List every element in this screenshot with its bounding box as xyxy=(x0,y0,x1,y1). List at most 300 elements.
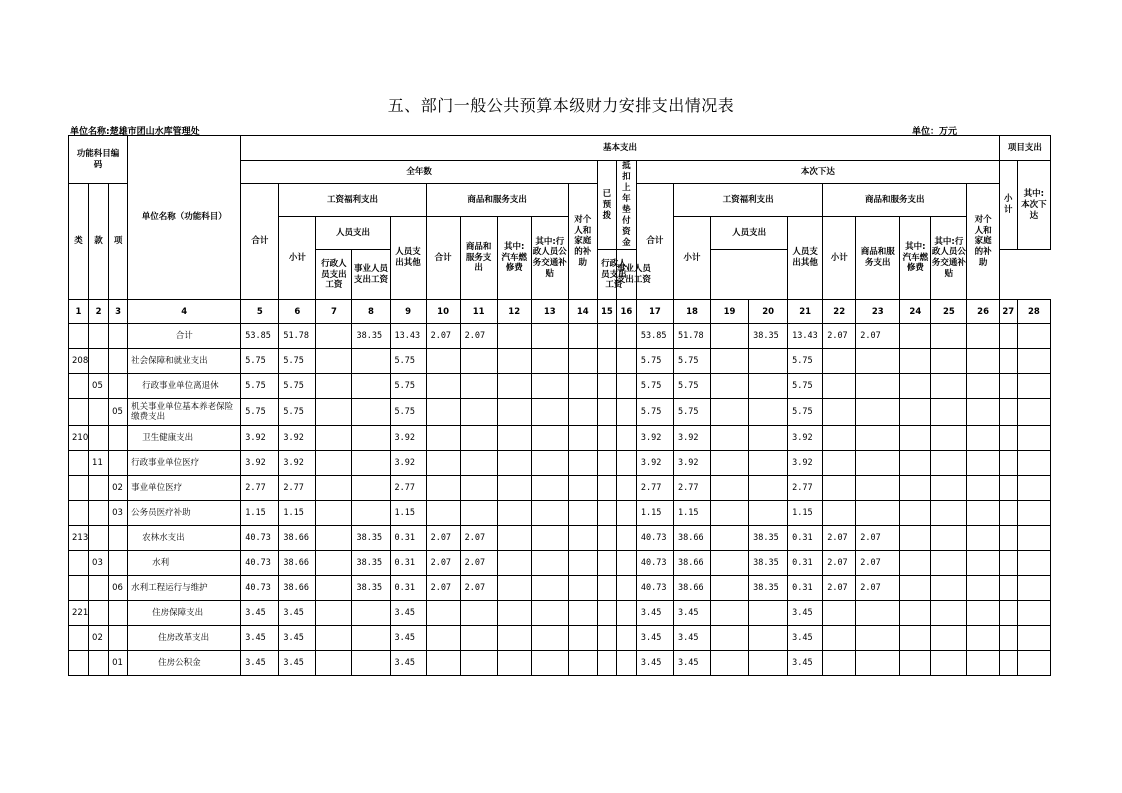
value-cell xyxy=(352,626,390,651)
code-xiang-cell xyxy=(109,324,128,349)
value-cell xyxy=(568,324,597,349)
sub2-header: 小计 xyxy=(999,161,1017,250)
code-kuan-cell xyxy=(89,526,109,551)
value-cell xyxy=(460,451,497,476)
value-cell: 5.75 xyxy=(636,399,673,426)
value-cell xyxy=(616,374,636,399)
value-cell xyxy=(711,324,749,349)
value-cell xyxy=(531,426,568,451)
value-cell: 5.75 xyxy=(788,349,823,374)
value-cell xyxy=(497,349,531,374)
value-cell: 0.31 xyxy=(788,551,823,576)
value-cell xyxy=(749,426,788,451)
value-cell xyxy=(426,374,460,399)
value-cell xyxy=(531,399,568,426)
value-cell xyxy=(967,501,999,526)
value-cell xyxy=(999,601,1017,626)
value-cell xyxy=(616,551,636,576)
value-cell: 5.75 xyxy=(390,374,426,399)
column-index-cell: 12 xyxy=(497,300,531,324)
value-cell xyxy=(999,576,1017,601)
value-cell: 5.75 xyxy=(241,399,279,426)
this-wage-header: 工资福利支出 xyxy=(673,184,822,217)
annual-admin-wage-header: 行政人员支出工资 xyxy=(316,250,352,300)
value-cell xyxy=(568,601,597,626)
annual-car-fuel-header: 其中:汽车燃修费 xyxy=(497,216,531,300)
value-cell xyxy=(999,526,1017,551)
value-cell xyxy=(531,374,568,399)
item-name-cell: 合计 xyxy=(128,324,241,349)
value-cell xyxy=(531,476,568,501)
value-cell xyxy=(856,374,900,399)
column-index-cell: 2 xyxy=(89,300,109,324)
item-name-cell: 水利 xyxy=(128,551,241,576)
column-index-cell: 23 xyxy=(856,300,900,324)
value-cell: 3.45 xyxy=(636,651,673,676)
value-cell: 2.07 xyxy=(460,526,497,551)
value-cell: 3.92 xyxy=(788,451,823,476)
column-index-cell: 17 xyxy=(636,300,673,324)
value-cell: 38.35 xyxy=(749,324,788,349)
value-cell xyxy=(1017,626,1050,651)
annual-inst-wage-header: 事业人员支出工资 xyxy=(352,250,390,300)
value-cell xyxy=(711,651,749,676)
value-cell: 3.45 xyxy=(279,651,316,676)
value-cell: 40.73 xyxy=(636,551,673,576)
value-cell xyxy=(823,349,856,374)
value-cell xyxy=(531,324,568,349)
value-cell xyxy=(497,551,531,576)
column-index-cell: 15 xyxy=(597,300,616,324)
value-cell xyxy=(316,601,352,626)
value-cell: 38.35 xyxy=(749,576,788,601)
code-lei-cell xyxy=(69,324,89,349)
value-cell: 5.75 xyxy=(788,374,823,399)
annual-header: 全年数 xyxy=(241,161,598,184)
column-index-cell: 16 xyxy=(616,300,636,324)
this-pers-other-header: 人员支出其他 xyxy=(788,216,823,300)
value-cell: 5.75 xyxy=(673,349,710,374)
column-index-cell: 22 xyxy=(823,300,856,324)
value-cell xyxy=(352,451,390,476)
code-lei-cell: 210 xyxy=(69,426,89,451)
this-personnel-header: 人员支出 xyxy=(711,216,788,250)
code-xiang-cell xyxy=(109,626,128,651)
value-cell xyxy=(616,349,636,374)
value-cell xyxy=(1017,399,1050,426)
annual-goods-exp-header: 商品和服务支出 xyxy=(460,216,497,300)
code-lei-cell: 208 xyxy=(69,349,89,374)
value-cell xyxy=(497,426,531,451)
value-cell: 5.75 xyxy=(279,399,316,426)
value-cell: 38.35 xyxy=(352,526,390,551)
value-cell: 3.45 xyxy=(673,601,710,626)
value-cell xyxy=(1017,374,1050,399)
table-row xyxy=(69,651,1051,676)
value-cell: 2.07 xyxy=(823,526,856,551)
item-name-cell: 住房改革支出 xyxy=(128,626,241,651)
value-cell: 1.15 xyxy=(673,501,710,526)
value-cell: 3.45 xyxy=(636,601,673,626)
value-cell xyxy=(900,601,931,626)
value-cell xyxy=(460,626,497,651)
value-cell xyxy=(352,651,390,676)
value-cell xyxy=(999,324,1017,349)
value-cell: 13.43 xyxy=(788,324,823,349)
value-cell: 40.73 xyxy=(241,526,279,551)
value-cell xyxy=(460,501,497,526)
code-kuan-cell: 11 xyxy=(89,451,109,476)
code-kuan-cell xyxy=(89,576,109,601)
value-cell xyxy=(931,626,967,651)
annual-traffic-header: 其中:行政人员公务交通补贴 xyxy=(531,216,568,300)
value-cell: 13.43 xyxy=(390,324,426,349)
value-cell: 3.45 xyxy=(390,651,426,676)
value-cell xyxy=(931,426,967,451)
value-cell xyxy=(316,324,352,349)
annual-wage-subtotal-header: 小计 xyxy=(279,216,316,300)
code-kuan-cell xyxy=(89,476,109,501)
value-cell xyxy=(931,501,967,526)
value-cell xyxy=(1017,426,1050,451)
value-cell xyxy=(967,426,999,451)
value-cell xyxy=(931,601,967,626)
column-index-cell: 26 xyxy=(967,300,999,324)
value-cell xyxy=(531,451,568,476)
code-lei-cell: 221 xyxy=(69,601,89,626)
value-cell xyxy=(426,476,460,501)
value-cell xyxy=(1017,501,1050,526)
value-cell xyxy=(316,651,352,676)
value-cell xyxy=(426,451,460,476)
code-xiang-cell xyxy=(109,349,128,374)
value-cell xyxy=(568,576,597,601)
value-cell: 3.45 xyxy=(241,651,279,676)
value-cell xyxy=(497,476,531,501)
value-cell: 0.31 xyxy=(390,551,426,576)
value-cell xyxy=(711,551,749,576)
value-cell xyxy=(931,476,967,501)
value-cell xyxy=(597,576,616,601)
value-cell: 3.92 xyxy=(241,426,279,451)
value-cell xyxy=(856,501,900,526)
value-cell xyxy=(352,349,390,374)
value-cell xyxy=(497,324,531,349)
value-cell: 3.92 xyxy=(673,451,710,476)
value-cell xyxy=(931,451,967,476)
value-cell xyxy=(931,651,967,676)
value-cell: 38.66 xyxy=(279,576,316,601)
column-index-cell: 7 xyxy=(316,300,352,324)
value-cell: 38.35 xyxy=(749,526,788,551)
item-name-cell: 卫生健康支出 xyxy=(128,426,241,451)
value-cell xyxy=(460,426,497,451)
value-cell: 1.15 xyxy=(636,501,673,526)
value-cell xyxy=(1017,526,1050,551)
value-cell: 3.45 xyxy=(241,601,279,626)
value-cell xyxy=(352,501,390,526)
value-cell: 40.73 xyxy=(636,576,673,601)
value-cell xyxy=(749,476,788,501)
value-cell xyxy=(856,426,900,451)
value-cell xyxy=(426,349,460,374)
this-goods-subtotal-header: 小计 xyxy=(823,216,856,300)
value-cell xyxy=(616,576,636,601)
annual-family-header: 对个人和家庭的补助 xyxy=(568,184,597,300)
value-cell xyxy=(497,399,531,426)
this-time-header: 本次下达 xyxy=(636,161,999,184)
value-cell: 3.45 xyxy=(390,601,426,626)
value-cell xyxy=(460,601,497,626)
value-cell: 3.92 xyxy=(636,451,673,476)
value-cell xyxy=(616,501,636,526)
column-index-row xyxy=(69,300,1051,324)
value-cell xyxy=(711,501,749,526)
value-cell xyxy=(1017,349,1050,374)
value-cell xyxy=(568,526,597,551)
value-cell xyxy=(900,451,931,476)
value-cell xyxy=(616,651,636,676)
value-cell: 2.07 xyxy=(460,324,497,349)
value-cell: 5.75 xyxy=(673,399,710,426)
value-cell: 2.07 xyxy=(460,576,497,601)
column-index-cell: 1 xyxy=(69,300,89,324)
column-index-cell: 21 xyxy=(788,300,823,324)
value-cell xyxy=(711,626,749,651)
value-cell xyxy=(316,349,352,374)
value-cell xyxy=(749,501,788,526)
value-cell xyxy=(711,526,749,551)
code-kuan-cell xyxy=(89,501,109,526)
code-kuan-cell: 03 xyxy=(89,551,109,576)
value-cell xyxy=(568,651,597,676)
value-cell xyxy=(1017,601,1050,626)
value-cell xyxy=(597,501,616,526)
value-cell xyxy=(426,626,460,651)
value-cell xyxy=(616,476,636,501)
table-row xyxy=(69,476,1051,501)
value-cell xyxy=(316,426,352,451)
this-admin-wage-header: 行政人员支出工资 xyxy=(597,250,616,300)
code-xiang-cell: 03 xyxy=(109,501,128,526)
value-cell xyxy=(531,651,568,676)
value-cell xyxy=(497,576,531,601)
column-index-cell: 20 xyxy=(749,300,788,324)
value-cell: 2.07 xyxy=(426,551,460,576)
value-cell: 0.31 xyxy=(788,576,823,601)
value-cell xyxy=(856,476,900,501)
this-total-header: 合计 xyxy=(636,184,673,300)
code-lei-cell xyxy=(69,551,89,576)
value-cell: 2.07 xyxy=(460,551,497,576)
value-cell xyxy=(856,451,900,476)
code-lei-cell xyxy=(69,399,89,426)
value-cell xyxy=(711,399,749,426)
annual-pers-other-header: 人员支出其他 xyxy=(390,216,426,300)
value-cell xyxy=(426,601,460,626)
column-index-cell: 11 xyxy=(460,300,497,324)
table-row xyxy=(69,501,1051,526)
value-cell: 5.75 xyxy=(673,374,710,399)
column-index-cell: 24 xyxy=(900,300,931,324)
code-lei-cell xyxy=(69,451,89,476)
value-cell xyxy=(497,526,531,551)
value-cell xyxy=(749,451,788,476)
code-xiang-cell: 05 xyxy=(109,399,128,426)
value-cell xyxy=(967,601,999,626)
value-cell xyxy=(316,374,352,399)
value-cell: 3.45 xyxy=(279,626,316,651)
value-cell xyxy=(900,651,931,676)
value-cell xyxy=(616,601,636,626)
value-cell xyxy=(999,349,1017,374)
value-cell: 2.07 xyxy=(856,526,900,551)
code-kuan-cell: 05 xyxy=(89,374,109,399)
column-index-cell: 25 xyxy=(931,300,967,324)
table-row xyxy=(69,399,1051,426)
value-cell xyxy=(823,601,856,626)
unit-col-header: 单位名称（功能科目） xyxy=(128,136,241,300)
this-goods-header: 商品和服务支出 xyxy=(823,184,967,217)
value-cell xyxy=(316,476,352,501)
column-index-cell: 4 xyxy=(128,300,241,324)
value-cell xyxy=(352,374,390,399)
code-lei-cell: 213 xyxy=(69,526,89,551)
value-cell xyxy=(967,576,999,601)
value-cell xyxy=(749,651,788,676)
value-cell: 38.66 xyxy=(279,526,316,551)
code-xiang-cell xyxy=(109,374,128,399)
value-cell: 5.75 xyxy=(390,399,426,426)
project-expense-header: 项目支出 xyxy=(999,136,1050,161)
value-cell xyxy=(597,601,616,626)
value-cell: 0.31 xyxy=(390,526,426,551)
value-cell xyxy=(931,526,967,551)
value-cell xyxy=(426,426,460,451)
value-cell xyxy=(531,626,568,651)
this-issue-header: 其中:本次下达 xyxy=(1017,161,1050,250)
value-cell xyxy=(823,501,856,526)
value-cell: 2.77 xyxy=(241,476,279,501)
item-name-cell: 事业单位医疗 xyxy=(128,476,241,501)
value-cell xyxy=(497,501,531,526)
basic-expense-header: 基本支出 xyxy=(241,136,999,161)
func-code-header: 功能科目编码 xyxy=(69,136,128,184)
value-cell: 2.07 xyxy=(426,576,460,601)
value-cell xyxy=(900,551,931,576)
value-cell xyxy=(352,426,390,451)
this-family-header: 对个人和家庭的补助 xyxy=(967,184,999,300)
code-kuan-cell: 02 xyxy=(89,626,109,651)
item-name-cell: 行政事业单位离退休 xyxy=(128,374,241,399)
value-cell xyxy=(999,626,1017,651)
this-goods-exp-header: 商品和服务支出 xyxy=(856,216,900,300)
value-cell xyxy=(531,501,568,526)
value-cell xyxy=(531,551,568,576)
value-cell: 5.75 xyxy=(636,374,673,399)
table-row xyxy=(69,349,1051,374)
value-cell xyxy=(568,451,597,476)
value-cell xyxy=(531,349,568,374)
item-name-cell: 社会保障和就业支出 xyxy=(128,349,241,374)
value-cell xyxy=(597,551,616,576)
code-lei-cell xyxy=(69,651,89,676)
column-index-cell: 8 xyxy=(352,300,390,324)
column-index-cell: 27 xyxy=(999,300,1017,324)
value-cell: 1.15 xyxy=(390,501,426,526)
value-cell xyxy=(823,626,856,651)
value-cell: 38.66 xyxy=(673,576,710,601)
lei-header: 类 xyxy=(69,184,89,300)
code-kuan-cell xyxy=(89,324,109,349)
value-cell: 5.75 xyxy=(279,349,316,374)
this-car-fuel-header: 其中:汽车燃修费 xyxy=(900,216,931,300)
value-cell xyxy=(616,526,636,551)
column-index-cell: 9 xyxy=(390,300,426,324)
value-cell xyxy=(597,451,616,476)
value-cell: 38.35 xyxy=(352,324,390,349)
value-cell xyxy=(352,476,390,501)
value-cell xyxy=(999,451,1017,476)
value-cell xyxy=(711,576,749,601)
value-cell: 2.07 xyxy=(823,324,856,349)
item-name-cell: 水利工程运行与维护 xyxy=(128,576,241,601)
value-cell xyxy=(316,526,352,551)
value-cell xyxy=(999,399,1017,426)
item-name-cell: 公务员医疗补助 xyxy=(128,501,241,526)
value-cell xyxy=(426,651,460,676)
code-lei-cell xyxy=(69,576,89,601)
value-cell xyxy=(568,476,597,501)
value-cell: 0.31 xyxy=(390,576,426,601)
annual-goods-total-header: 合计 xyxy=(426,216,460,300)
value-cell xyxy=(931,324,967,349)
value-cell xyxy=(316,576,352,601)
value-cell xyxy=(967,324,999,349)
code-lei-cell xyxy=(69,476,89,501)
value-cell: 2.07 xyxy=(823,576,856,601)
value-cell xyxy=(749,349,788,374)
code-xiang-cell: 02 xyxy=(109,476,128,501)
unit-name-label: 单位名称:楚雄市团山水库管理处 xyxy=(70,127,200,137)
value-cell xyxy=(616,451,636,476)
value-cell xyxy=(460,399,497,426)
value-cell: 3.92 xyxy=(673,426,710,451)
code-xiang-cell xyxy=(109,426,128,451)
value-cell xyxy=(999,426,1017,451)
value-cell xyxy=(900,576,931,601)
value-cell xyxy=(823,651,856,676)
column-index-cell: 3 xyxy=(109,300,128,324)
value-cell xyxy=(597,324,616,349)
value-cell: 2.07 xyxy=(426,324,460,349)
value-cell: 3.45 xyxy=(241,626,279,651)
value-cell: 5.75 xyxy=(788,399,823,426)
value-cell xyxy=(597,426,616,451)
value-cell xyxy=(426,501,460,526)
value-cell xyxy=(823,451,856,476)
value-cell: 40.73 xyxy=(241,551,279,576)
value-cell xyxy=(460,651,497,676)
value-cell: 5.75 xyxy=(636,349,673,374)
value-cell: 38.35 xyxy=(749,551,788,576)
value-cell: 2.77 xyxy=(636,476,673,501)
value-cell: 3.45 xyxy=(788,651,823,676)
value-cell xyxy=(1017,451,1050,476)
value-cell xyxy=(568,501,597,526)
value-cell: 3.45 xyxy=(279,601,316,626)
value-cell xyxy=(597,374,616,399)
